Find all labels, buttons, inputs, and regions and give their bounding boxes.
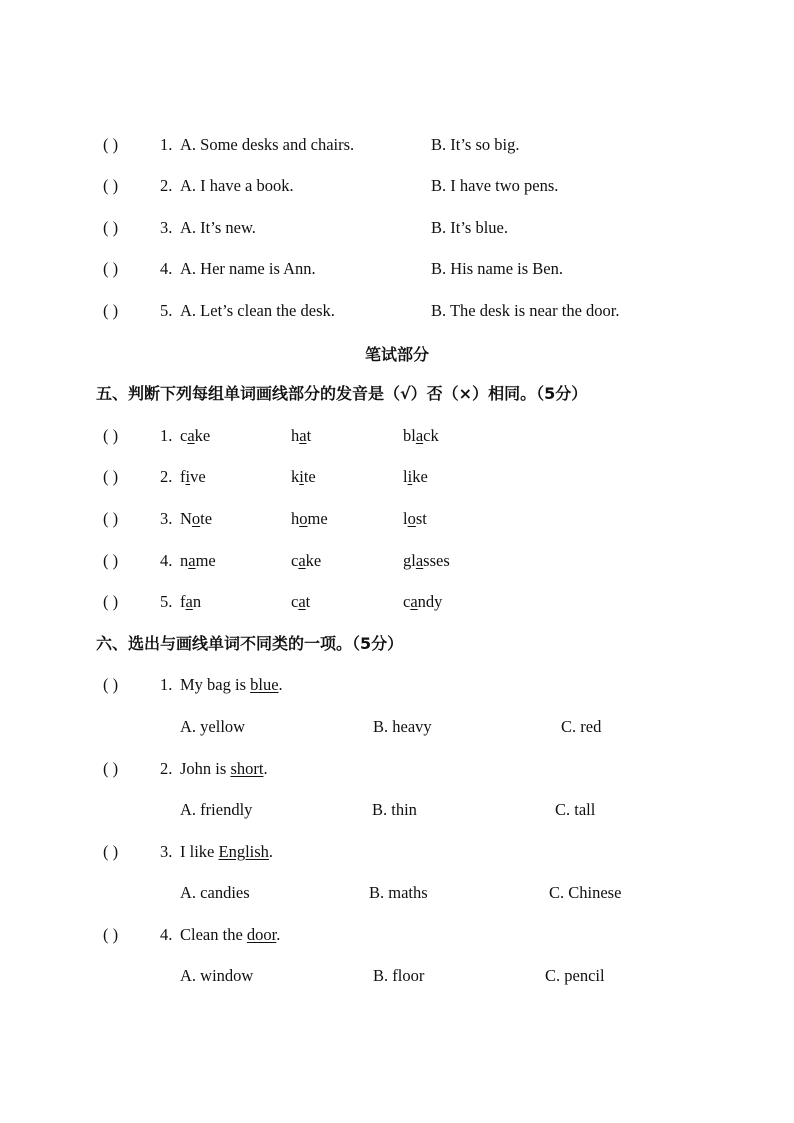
- answer-paren[interactable]: ( ): [103, 759, 119, 778]
- word-3: black: [403, 426, 439, 445]
- option-b: B. I have two pens.: [431, 176, 559, 195]
- section-five-title: 五、判断下列每组单词画线部分的发音是（√）否（×）相同。（5分）: [96, 384, 588, 403]
- answer-paren[interactable]: ( ): [103, 135, 119, 154]
- item-number: 4.: [160, 925, 173, 944]
- item-number: 5.: [160, 301, 173, 320]
- option-a: A. friendly: [180, 800, 253, 819]
- item-number: 4.: [160, 259, 173, 278]
- answer-paren[interactable]: ( ): [103, 925, 119, 944]
- item-number: 1.: [160, 675, 173, 694]
- option-b: B. It’s so big.: [431, 135, 520, 154]
- item-number: 5.: [160, 592, 173, 611]
- item-number: 2.: [160, 176, 173, 195]
- option-c: C. tall: [555, 800, 596, 819]
- option-b: B. floor: [373, 966, 425, 985]
- answer-paren[interactable]: ( ): [103, 509, 119, 528]
- option-a: A. yellow: [180, 717, 246, 736]
- question-sentence: I like English.: [180, 842, 274, 861]
- word-3: lost: [403, 509, 427, 528]
- option-a: A. Some desks and chairs.: [180, 135, 355, 154]
- written-section-title: 笔试部分: [364, 345, 429, 364]
- option-a: A. Her name is Ann.: [180, 259, 316, 278]
- option-a: A. candies: [180, 883, 250, 902]
- word-2: home: [291, 509, 328, 528]
- option-b: B. thin: [372, 800, 417, 819]
- option-b: B. It’s blue.: [431, 218, 508, 237]
- option-c: C. Chinese: [549, 883, 622, 902]
- question-sentence: Clean the door.: [180, 925, 281, 944]
- word-1: Note: [180, 509, 213, 528]
- question-sentence: John is short.: [180, 759, 268, 778]
- word-2: cat: [291, 592, 311, 611]
- option-a: A. window: [180, 966, 254, 985]
- word-1: cake: [180, 426, 211, 445]
- item-number: 1.: [160, 426, 173, 445]
- word-3: glasses: [403, 551, 450, 570]
- word-2: hat: [291, 426, 312, 445]
- word-1: five: [180, 467, 206, 486]
- item-number: 3.: [160, 509, 173, 528]
- word-2: cake: [291, 551, 322, 570]
- answer-paren[interactable]: ( ): [103, 675, 119, 694]
- answer-paren[interactable]: ( ): [103, 551, 119, 570]
- item-number: 4.: [160, 551, 173, 570]
- option-a: A. It’s new.: [180, 218, 256, 237]
- item-number: 3.: [160, 842, 173, 861]
- item-number: 2.: [160, 759, 173, 778]
- answer-paren[interactable]: ( ): [103, 176, 119, 195]
- option-a: A. Let’s clean the desk.: [180, 301, 335, 320]
- word-1: fan: [180, 592, 202, 611]
- option-c: C. pencil: [545, 966, 605, 985]
- word-1: name: [180, 551, 216, 570]
- answer-paren[interactable]: ( ): [103, 218, 119, 237]
- answer-paren[interactable]: ( ): [103, 467, 119, 486]
- option-c: C. red: [561, 717, 602, 736]
- question-sentence: My bag is blue.: [180, 675, 283, 694]
- answer-paren[interactable]: ( ): [103, 301, 119, 320]
- answer-paren[interactable]: ( ): [103, 426, 119, 445]
- option-b: B. maths: [369, 883, 428, 902]
- word-3: like: [403, 467, 428, 486]
- item-number: 1.: [160, 135, 173, 154]
- section-six-title: 六、选出与画线单词不同类的一项。（5分）: [96, 634, 404, 653]
- word-2: kite: [291, 467, 316, 486]
- answer-paren[interactable]: ( ): [103, 842, 119, 861]
- item-number: 3.: [160, 218, 173, 237]
- option-b: B. The desk is near the door.: [431, 301, 620, 320]
- option-a: A. I have a book.: [180, 176, 294, 195]
- option-b: B. His name is Ben.: [431, 259, 563, 278]
- item-number: 2.: [160, 467, 173, 486]
- answer-paren[interactable]: ( ): [103, 259, 119, 278]
- option-b: B. heavy: [373, 717, 432, 736]
- answer-paren[interactable]: ( ): [103, 592, 119, 611]
- word-3: candy: [403, 592, 443, 611]
